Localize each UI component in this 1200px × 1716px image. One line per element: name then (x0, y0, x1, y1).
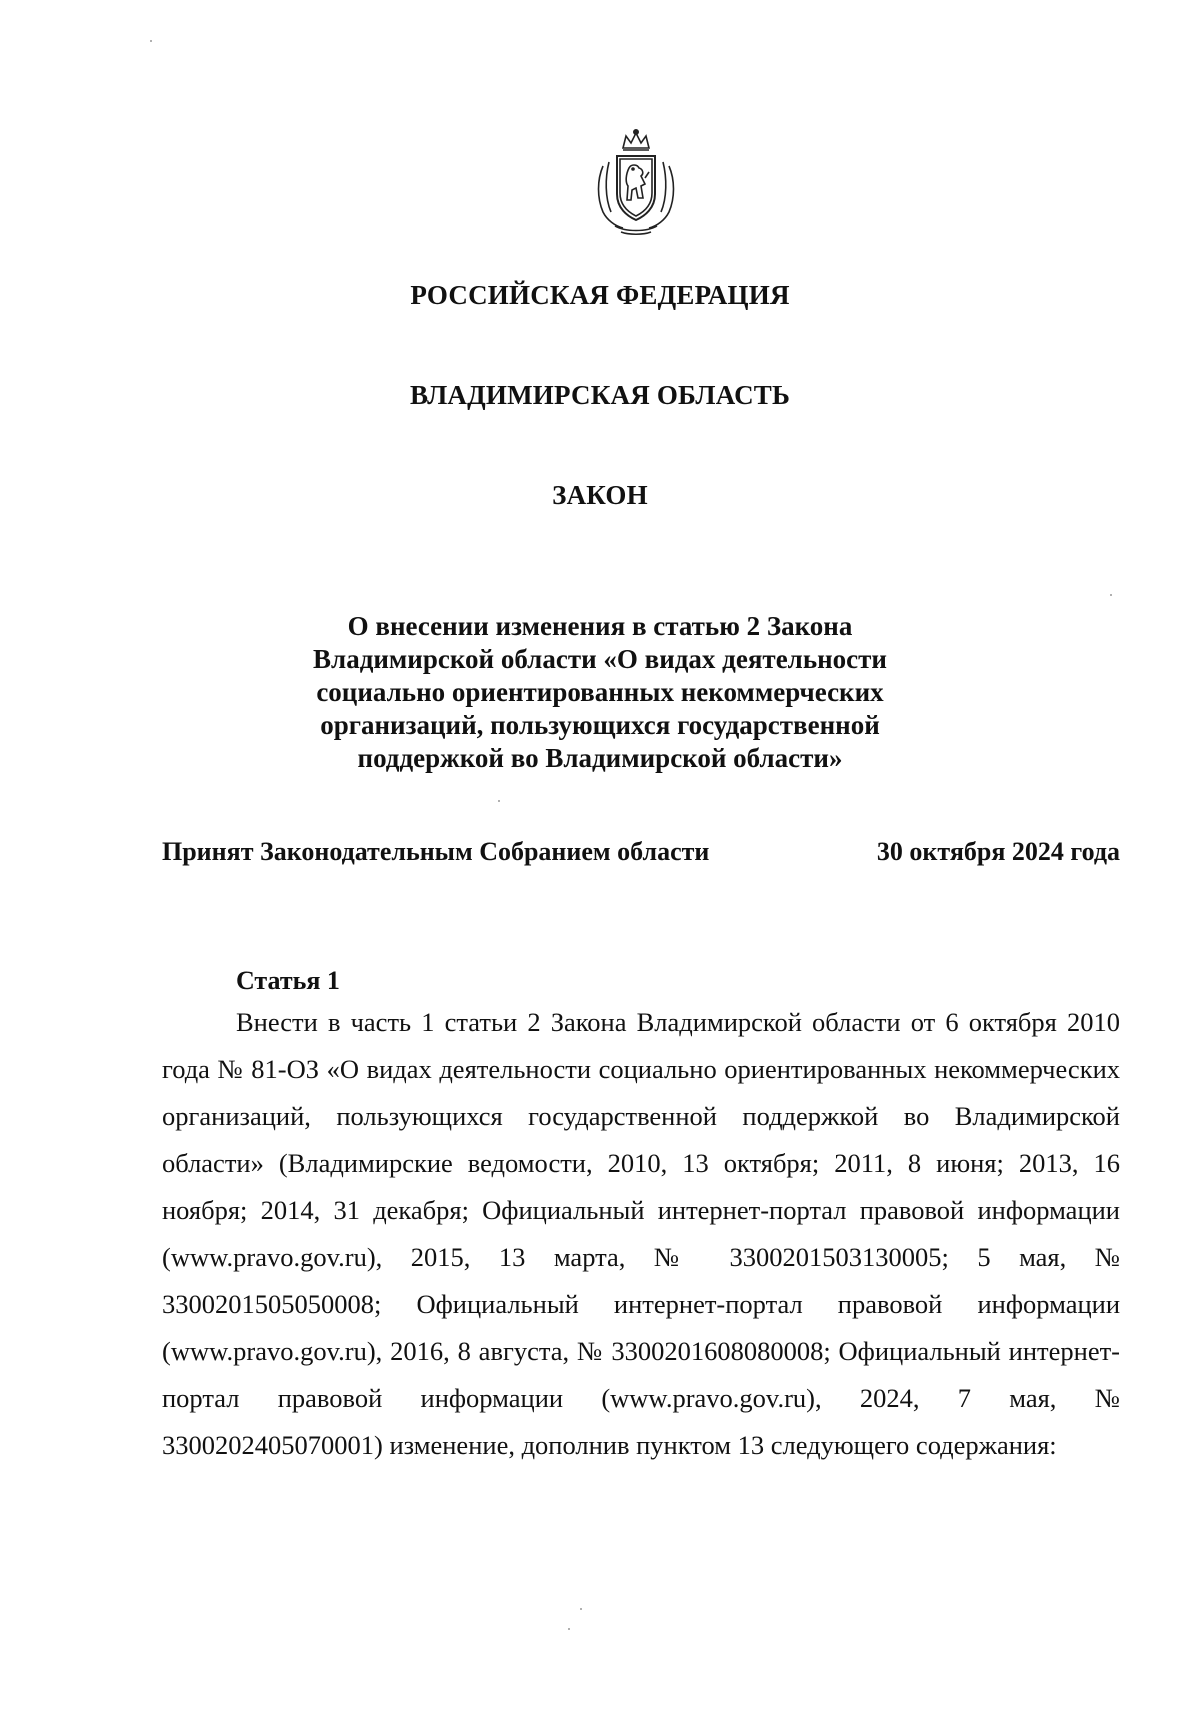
scan-speck (498, 800, 500, 802)
law-title-line: социально ориентированных некоммерческих (316, 677, 884, 707)
coat-of-arms-icon (593, 128, 679, 236)
law-title-line: поддержкой во Владимирской области» (357, 743, 843, 773)
law-title (300, 610, 900, 775)
adoption-label: Принят Законодательным Собранием области (162, 837, 710, 866)
scan-speck (568, 1628, 570, 1630)
adoption-line (162, 837, 1120, 867)
article-heading: Статья 1 (236, 966, 340, 995)
document-type-heading: ЗАКОН (552, 480, 648, 510)
region-heading: ВЛАДИМИРСКАЯ ОБЛАСТЬ (409, 380, 791, 410)
law-title-line: Владимирской области «О видах деятельности (313, 644, 887, 674)
scan-speck (1110, 594, 1112, 596)
adoption-date: 30 октября 2024 года (876, 837, 1120, 866)
law-title-line: О внесении изменения в статью 2 Закона (347, 611, 853, 641)
scan-speck (150, 40, 152, 42)
article-body: Внести в часть 1 статьи 2 Закона Владимирской области от 6 октября 2010 года № 81-ОЗ «О видах деятельности социально ориентированных некоммерческих организаций, пользующихся государственной поддержкой во Владимирской области» (Владимирские ведомости, 2010, 13 октября; 2011, 8 июня; 2013, 16 ноября; 2014, 31 декабря; Официальный интернет-портал правовой информации (www.pravo.gov.ru), 2015, 13 марта, № 3300201503130005; 5 мая, № 3300201505050008; Официальный интернет-портал правовой информации (www.pravo.gov.ru), 2016, 8 августа, № 3300201608080008; Официальный интернет-портал правовой информации (www.pravo.gov.ru), 2024, 7 мая, № 3300202405070001) изменение, дополнив пунктом 13 следующего содержания: (162, 1007, 1120, 1460)
country-heading: РОССИЙСКАЯ ФЕДЕРАЦИЯ (410, 280, 790, 310)
law-title-line: организаций, пользующихся государственной (320, 710, 880, 740)
scan-speck (580, 1608, 582, 1610)
